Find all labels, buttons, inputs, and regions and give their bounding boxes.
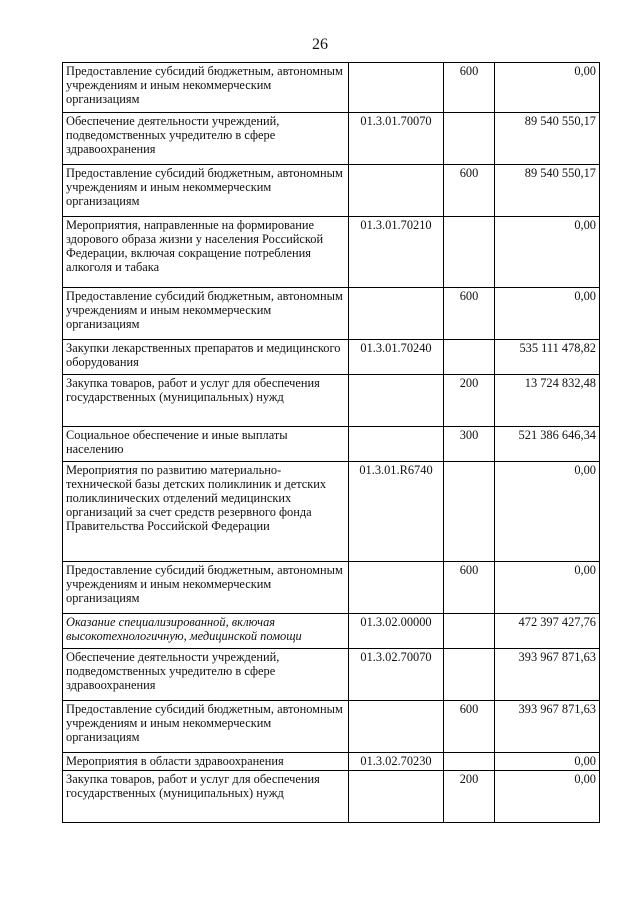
row-code-cell: [349, 427, 444, 462]
row-sum-cell: 0,00: [495, 562, 600, 614]
row-expense-type-cell: [444, 462, 495, 562]
row-code-cell: 01.3.01.70070: [349, 113, 444, 165]
row-name-cell: Мероприятия, направленные на формирование здорового образа жизни у населения Российской Федерации, включая сокращение потребления алкоголя и табака: [63, 217, 349, 288]
row-name-cell: Закупка товаров, работ и услуг для обеспечения государственных (муниципальных) нужд: [63, 771, 349, 823]
row-name-cell: Оказание специализированной, включая высокотехнологичную, медицинской помощи: [63, 614, 349, 649]
budget-table-body: [63, 63, 600, 823]
row-name-cell: Предоставление субсидий бюджетным, автономным учреждениям и иным некоммерческим организациям: [63, 63, 349, 113]
row-sum-cell: 0,00: [495, 217, 600, 288]
row-name-cell: Мероприятия в области здравоохранения: [63, 753, 349, 771]
table-row: [63, 427, 600, 462]
row-sum-cell: 0,00: [495, 462, 600, 562]
row-code-cell: 01.3.02.70230: [349, 753, 444, 771]
row-code-cell: 01.3.01.R6740: [349, 462, 444, 562]
row-code-cell: 01.3.02.00000: [349, 614, 444, 649]
table-row: [63, 562, 600, 614]
row-expense-type-cell: 600: [444, 288, 495, 340]
table-row: [63, 217, 600, 288]
row-name-cell: Социальное обеспечение и иные выплаты населению: [63, 427, 349, 462]
row-code-cell: [349, 562, 444, 614]
row-name-cell: Обеспечение деятельности учреждений, подведомственных учредителю в сфере здравоохранения: [63, 113, 349, 165]
row-sum-cell: 0,00: [495, 753, 600, 771]
row-sum-cell: 0,00: [495, 63, 600, 113]
row-expense-type-cell: [444, 217, 495, 288]
table-row: [63, 753, 600, 771]
row-name-cell: Мероприятия по развитию материально-технической базы детских поликлиник и детских поликлинических отделений медицинских организаций за счет средств резервного фонда Правительства Российской Федерации: [63, 462, 349, 562]
table-row: [63, 288, 600, 340]
row-sum-cell: 521 386 646,34: [495, 427, 600, 462]
row-expense-type-cell: [444, 113, 495, 165]
row-sum-cell: 89 540 550,17: [495, 165, 600, 217]
row-code-cell: 01.3.01.70210: [349, 217, 444, 288]
row-name-cell: Предоставление субсидий бюджетным, автономным учреждениям и иным некоммерческим организациям: [63, 288, 349, 340]
row-expense-type-cell: [444, 614, 495, 649]
row-expense-type-cell: 600: [444, 165, 495, 217]
table-row: [63, 462, 600, 562]
row-expense-type-cell: [444, 753, 495, 771]
row-code-cell: 01.3.02.70070: [349, 649, 444, 701]
table-row: [63, 649, 600, 701]
row-sum-cell: 0,00: [495, 288, 600, 340]
row-code-cell: 01.3.01.70240: [349, 340, 444, 375]
row-expense-type-cell: 200: [444, 771, 495, 823]
row-sum-cell: 89 540 550,17: [495, 113, 600, 165]
row-expense-type-cell: 300: [444, 427, 495, 462]
table-row: [63, 340, 600, 375]
row-code-cell: [349, 288, 444, 340]
row-expense-type-cell: 600: [444, 701, 495, 753]
table-row: [63, 113, 600, 165]
row-code-cell: [349, 771, 444, 823]
page-number: 26: [312, 36, 328, 53]
table-row: [63, 701, 600, 753]
row-name-cell: Предоставление субсидий бюджетным, автономным учреждениям и иным некоммерческим организациям: [63, 562, 349, 614]
table-row: [63, 165, 600, 217]
row-name-cell: Предоставление субсидий бюджетным, автономным учреждениям и иным некоммерческим организациям: [63, 701, 349, 753]
row-sum-cell: 472 397 427,76: [495, 614, 600, 649]
row-code-cell: [349, 63, 444, 113]
row-sum-cell: 393 967 871,63: [495, 701, 600, 753]
row-expense-type-cell: [444, 340, 495, 375]
row-name-cell: Закупки лекарственных препаратов и медицинского оборудования: [63, 340, 349, 375]
row-sum-cell: 393 967 871,63: [495, 649, 600, 701]
row-sum-cell: 0,00: [495, 771, 600, 823]
row-name-cell: Предоставление субсидий бюджетным, автономным учреждениям и иным некоммерческим организациям: [63, 165, 349, 217]
table-row: [63, 63, 600, 113]
row-code-cell: [349, 165, 444, 217]
row-code-cell: [349, 701, 444, 753]
row-expense-type-cell: 200: [444, 375, 495, 427]
table-row: [63, 771, 600, 823]
row-sum-cell: 13 724 832,48: [495, 375, 600, 427]
budget-table: [62, 62, 600, 823]
row-code-cell: [349, 375, 444, 427]
row-expense-type-cell: 600: [444, 63, 495, 113]
row-name-cell: Закупка товаров, работ и услуг для обеспечения государственных (муниципальных) нужд: [63, 375, 349, 427]
row-expense-type-cell: 600: [444, 562, 495, 614]
table-row: [63, 614, 600, 649]
table-row: [63, 375, 600, 427]
row-sum-cell: 535 111 478,82: [495, 340, 600, 375]
row-expense-type-cell: [444, 649, 495, 701]
row-name-cell: Обеспечение деятельности учреждений, подведомственных учредителю в сфере здравоохранения: [63, 649, 349, 701]
